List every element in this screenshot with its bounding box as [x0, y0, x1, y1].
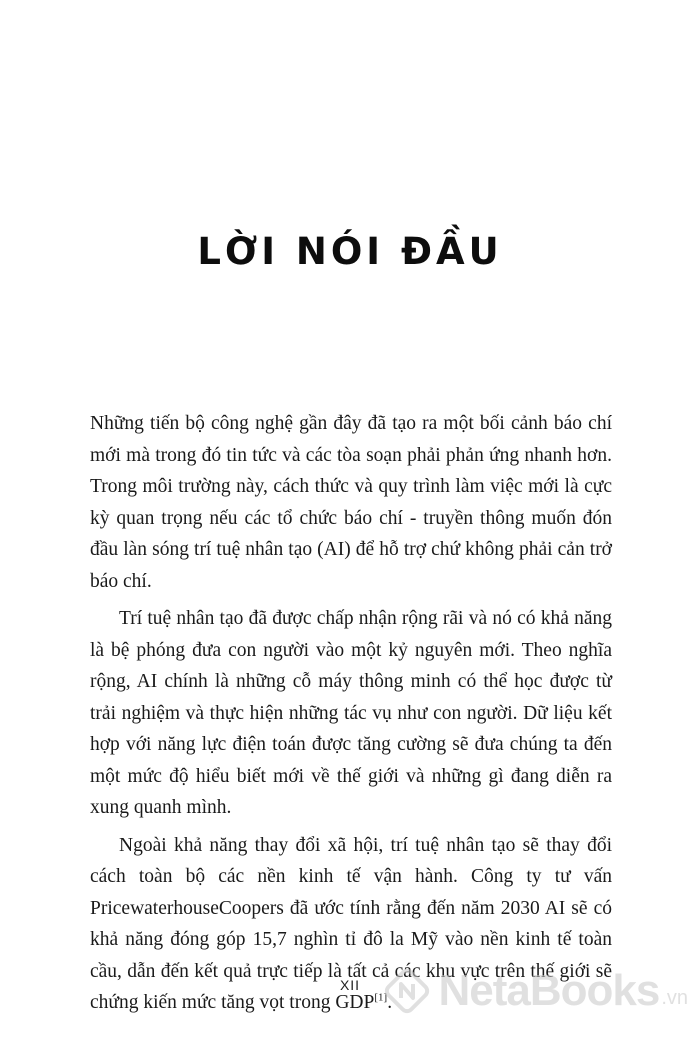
- body-text: [90, 408, 612, 1025]
- watermark: [382, 960, 688, 1022]
- paragraph-2: Trí tuệ nhân tạo đã được chấp nhận rộng rãi và nó có khả năng là bệ phóng đưa con người vào một kỷ nguyên mới. Theo nghĩa rộng, AI chính là những cỗ máy thông minh có thể học được từ trải nghiệm và thực hiện những tác vụ như con người. Dữ liệu kết hợp với năng lực điện toán được tăng cường sẽ đưa chúng ta đến một mức độ hiểu biết mới về thế giới và những gì đang diễn ra xung quanh mình.: [90, 608, 612, 818]
- page-number: XII: [339, 977, 361, 993]
- watermark-suffix: .vn: [661, 986, 688, 1009]
- chapter-title: LỜI NÓI ĐẦU: [197, 230, 503, 273]
- paragraph-3-text: Ngoài khả năng thay đổi xã hội, trí tuệ nhân tạo sẽ thay đổi cách toàn bộ các nền kinh tế vận hành. Công ty tư vấn PricewaterhouseCoopers đã ước tính rằng đến năm 2030 AI sẽ có khả năng đóng góp 15,7 nghìn tỉ đô la Mỹ vào nền kinh tế toàn cầu, dẫn đến kết quả trực tiếp là tất cả các khu vực trên thế giới sẽ chứng kiến mức tăng vọt trong GDP: [90, 834, 612, 1013]
- paragraph-3-end: .: [387, 992, 393, 1013]
- netabooks-logo-icon: [382, 966, 432, 1016]
- paragraph-1: Những tiến bộ công nghệ gần đây đã tạo ra một bối cảnh báo chí mới mà trong đó tin tức và các tòa soạn phải phản ứng nhanh hơn. Trong môi trường này, cách thức và quy trình làm việc mới là cực kỳ quan trọng nếu các tổ chức báo chí - truyền thông muốn đón đầu làn sóng trí tuệ nhân tạo (AI) để hỗ trợ chứ không phải cản trở báo chí.: [90, 413, 612, 592]
- watermark-brand: NetaBooks: [438, 966, 660, 1015]
- footnote-reference[interactable]: [1]: [374, 991, 388, 1004]
